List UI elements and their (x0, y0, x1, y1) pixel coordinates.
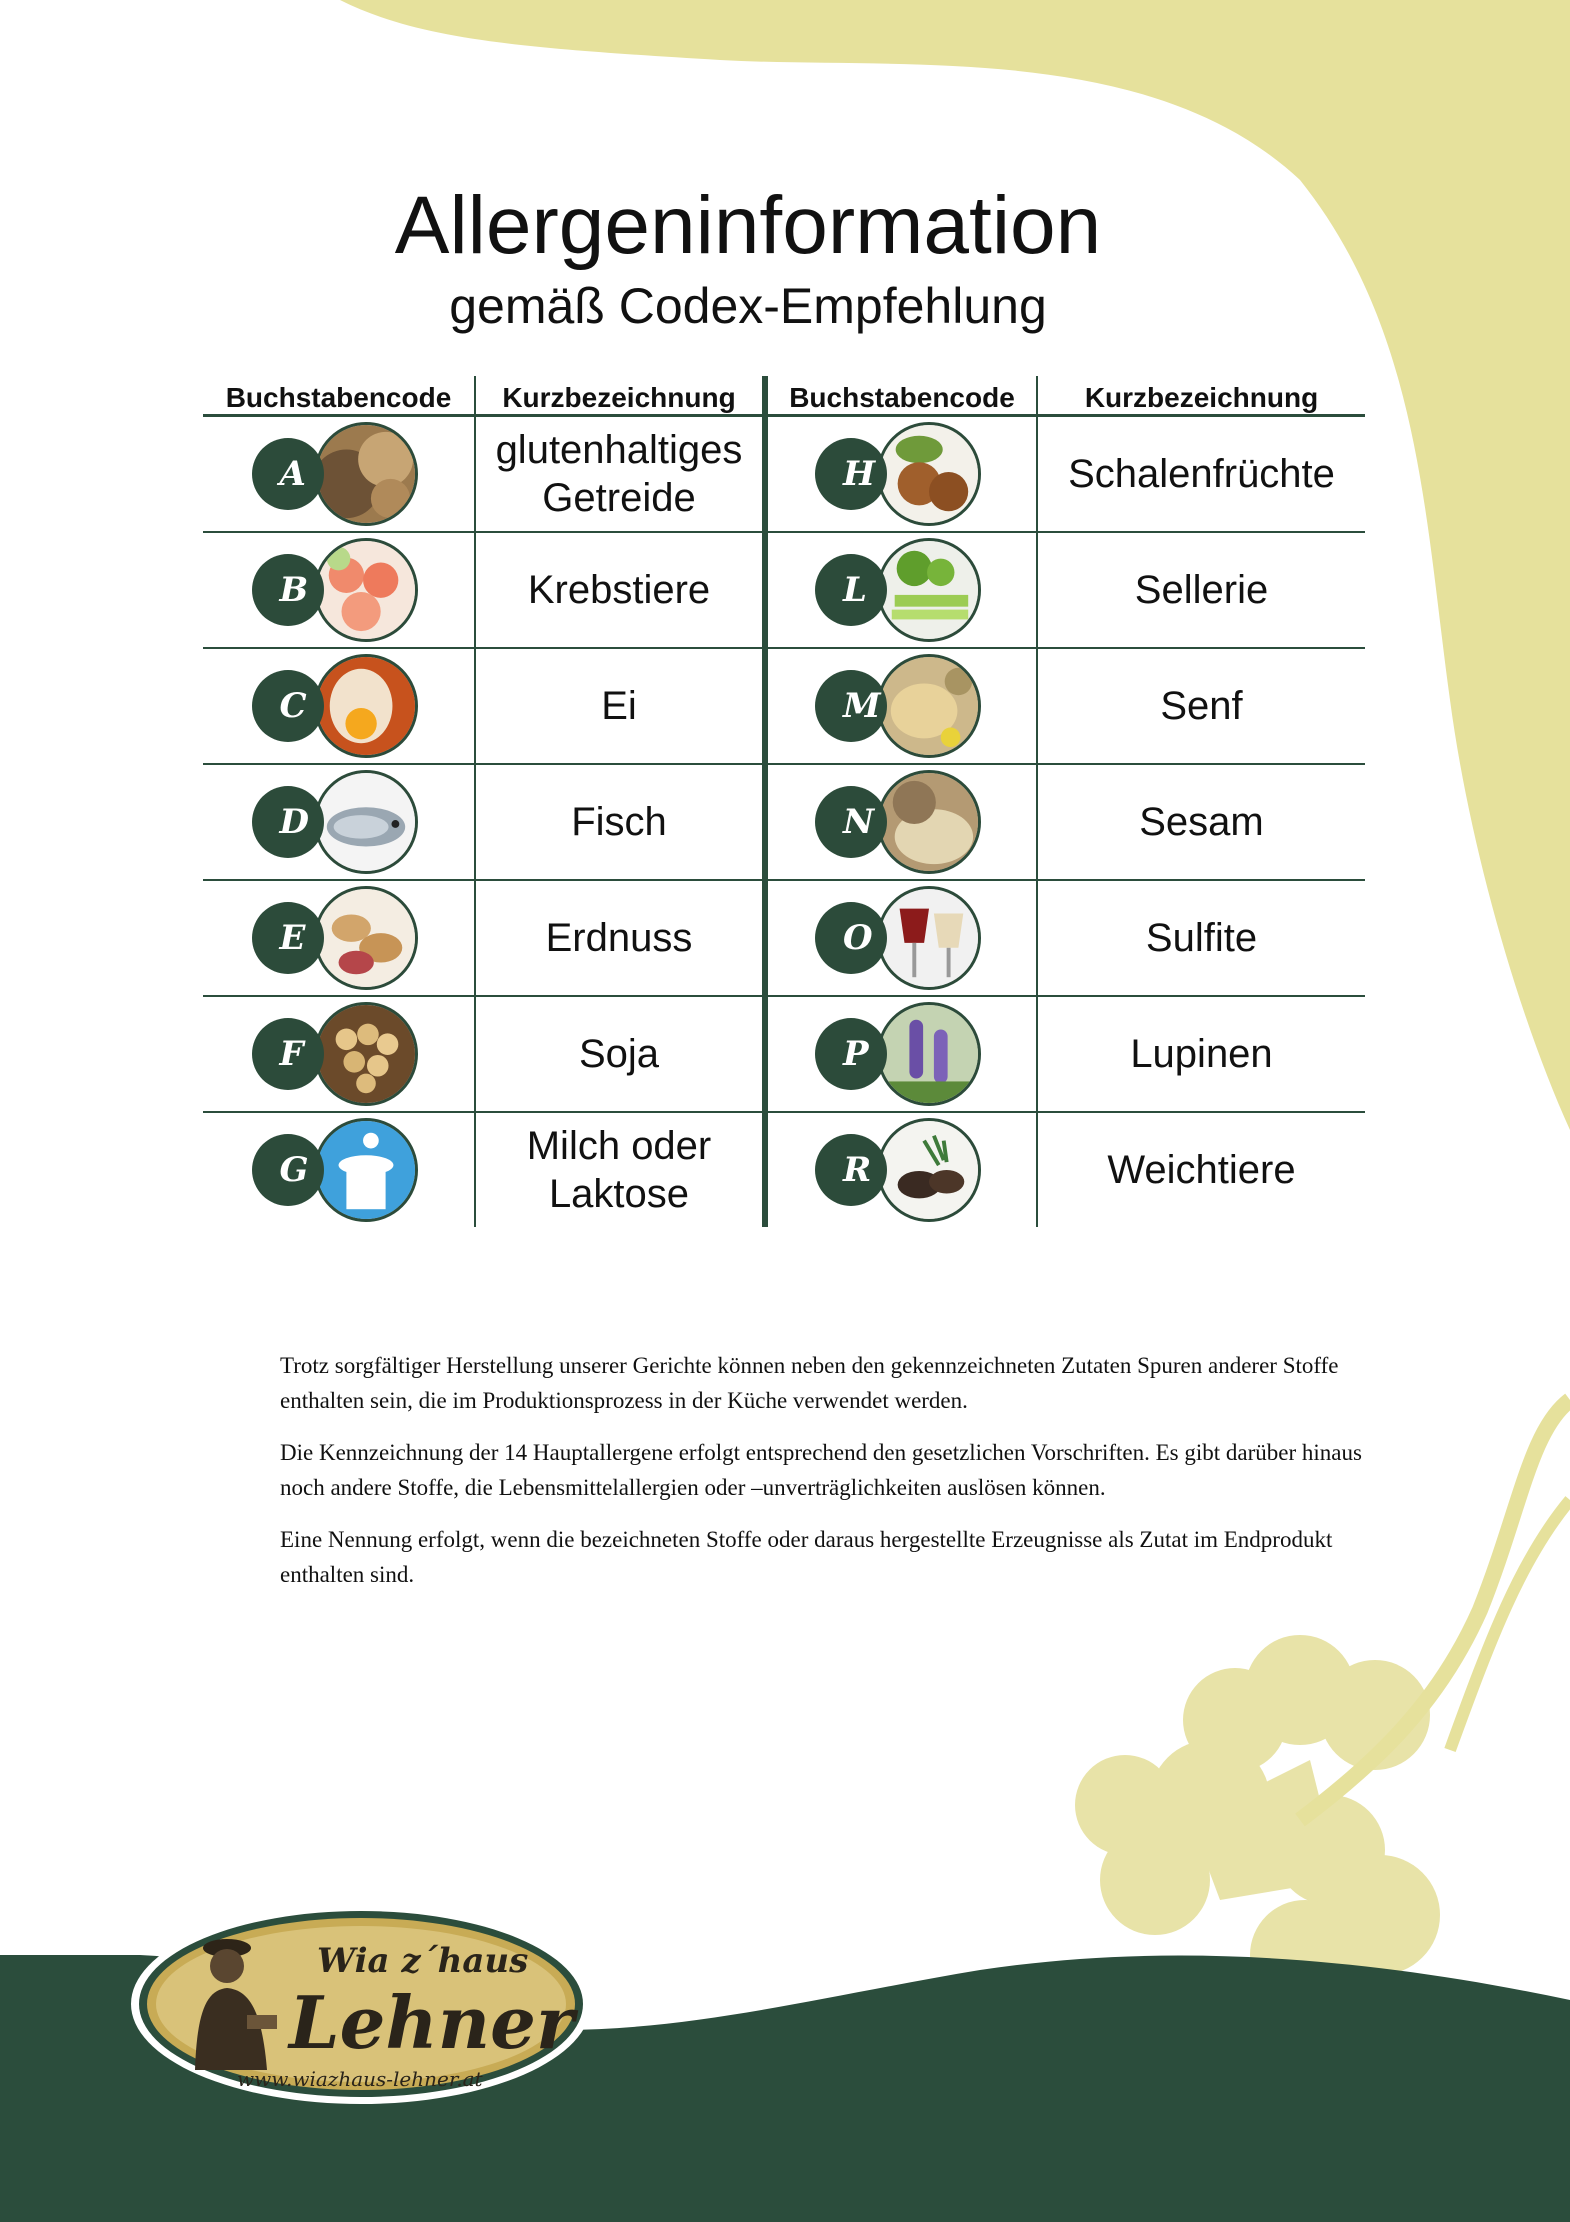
allergen-code: D (252, 786, 324, 858)
allergen-badge (252, 652, 418, 760)
table-header-row (203, 376, 1365, 416)
mollusc-icon (877, 1118, 981, 1222)
allergen-code: C (252, 670, 324, 742)
allergen-code-cell (765, 532, 1037, 648)
allergen-badge (252, 884, 418, 992)
wine-icon (877, 886, 981, 990)
allergen-code: P (815, 1018, 887, 1090)
allergen-code-cell (203, 648, 475, 764)
allergen-code: F (252, 1018, 324, 1090)
allergen-code-cell (765, 996, 1037, 1112)
table-row (203, 648, 1365, 764)
allergen-code-cell (765, 764, 1037, 880)
allergen-code-cell (765, 416, 1037, 533)
header (0, 178, 1496, 336)
clover-decoration (1075, 1635, 1440, 2010)
allergen-code: B (252, 554, 324, 626)
logo-line2: Lehner (289, 1980, 574, 2065)
table-row (203, 880, 1365, 996)
allergen-code-cell (765, 1112, 1037, 1227)
sesame-icon (877, 770, 981, 874)
table-row (203, 996, 1365, 1112)
mustard-icon (877, 654, 981, 758)
table-row (203, 764, 1365, 880)
allergen-badge (252, 420, 418, 528)
allergen-table (203, 376, 1365, 1227)
allergen-name: Sellerie (1037, 532, 1365, 648)
allergen-code-cell (203, 1112, 475, 1227)
allergen-code-cell (765, 880, 1037, 996)
allergen-code-cell (765, 648, 1037, 764)
note-paragraph: Eine Nennung erfolgt, wenn die bezeichneten Stoffe oder daraus hergestellte Erzeugnisse als Zutat im Endprodukt enthalten sind. (280, 1527, 1333, 1587)
table-row (203, 416, 1365, 533)
hazelnut-icon (877, 422, 981, 526)
allergen-name: Sulfite (1037, 880, 1365, 996)
table-row (203, 532, 1365, 648)
allergen-name: Milch oder Laktose (475, 1112, 765, 1227)
allergen-badge (815, 884, 981, 992)
allergen-name: Ei (475, 648, 765, 764)
column-header-code-right: Buchstabencode (765, 376, 1037, 416)
allergen-code: M (815, 670, 887, 742)
allergen-name: Senf (1037, 648, 1365, 764)
allergen-badge (252, 768, 418, 876)
allergen-name: glutenhaltiges Getreide (475, 416, 765, 533)
soy-icon (314, 1002, 418, 1106)
allergen-code: H (815, 438, 887, 510)
allergen-name: Schalenfrüchte (1037, 416, 1365, 533)
peanut-icon (314, 886, 418, 990)
allergen-badge (815, 536, 981, 644)
allergen-badge (815, 420, 981, 528)
allergen-code-cell (203, 880, 475, 996)
grain-icon (314, 422, 418, 526)
logo-url: www.wiazhaus-lehner.at (237, 2067, 483, 2091)
lupin-icon (877, 1002, 981, 1106)
allergen-badge (815, 652, 981, 760)
allergen-badge (252, 1000, 418, 1108)
allergen-code-cell (203, 996, 475, 1112)
column-header-code-left: Buchstabencode (203, 376, 475, 416)
note-paragraph: Die Kennzeichnung der 14 Hauptallergene erfolgt entsprechend den gesetzlichen Vorschriften. Es gibt darüber hinaus noch andere Stoffe, die Lebensmittelallergien oder –unverträglichkeiten auslösen können. (280, 1440, 1362, 1500)
column-header-name-left: Kurzbezeichnung (475, 376, 765, 416)
allergen-name: Soja (475, 996, 765, 1112)
allergen-code: G (252, 1134, 324, 1206)
allergen-code: L (815, 554, 887, 626)
shrimp-icon (314, 538, 418, 642)
allergen-code: A (252, 438, 324, 510)
allergen-code: N (815, 786, 887, 858)
celery-icon (877, 538, 981, 642)
logo-line1: Wia z´haus (317, 1941, 529, 1981)
column-header-name-right: Kurzbezeichnung (1037, 376, 1365, 416)
allergen-name: Sesam (1037, 764, 1365, 880)
allergen-name: Lupinen (1037, 996, 1365, 1112)
allergen-badge (815, 768, 981, 876)
page-title: Allergeninformation (394, 180, 1102, 271)
egg-icon (314, 654, 418, 758)
allergen-name: Erdnuss (475, 880, 765, 996)
allergen-name: Fisch (475, 764, 765, 880)
note-paragraph: Trotz sorgfältiger Herstellung unserer Gerichte können neben den gekennzeichneten Zutaten Spuren anderer Stoffe enthalten sein, die im Produktionsprozess in der Küche verwendet werden. (280, 1353, 1339, 1413)
allergen-badge (815, 1000, 981, 1108)
milk-icon (314, 1118, 418, 1222)
allergen-code: E (252, 902, 324, 974)
allergen-badge (252, 536, 418, 644)
allergen-code: O (815, 902, 887, 974)
disclaimer-notes (280, 1348, 1370, 1609)
allergen-code-cell (203, 532, 475, 648)
page-subtitle: gemäß Codex-Empfehlung (449, 278, 1047, 334)
allergen-badge (815, 1116, 981, 1224)
allergen-code: R (815, 1134, 887, 1206)
allergen-name: Weichtiere (1037, 1112, 1365, 1227)
fish-icon (314, 770, 418, 874)
table-row (203, 1112, 1365, 1227)
allergen-code-cell (203, 416, 475, 533)
allergen-name: Krebstiere (475, 532, 765, 648)
allergen-code-cell (203, 764, 475, 880)
restaurant-logo (127, 1900, 595, 2108)
allergen-badge (252, 1116, 418, 1224)
